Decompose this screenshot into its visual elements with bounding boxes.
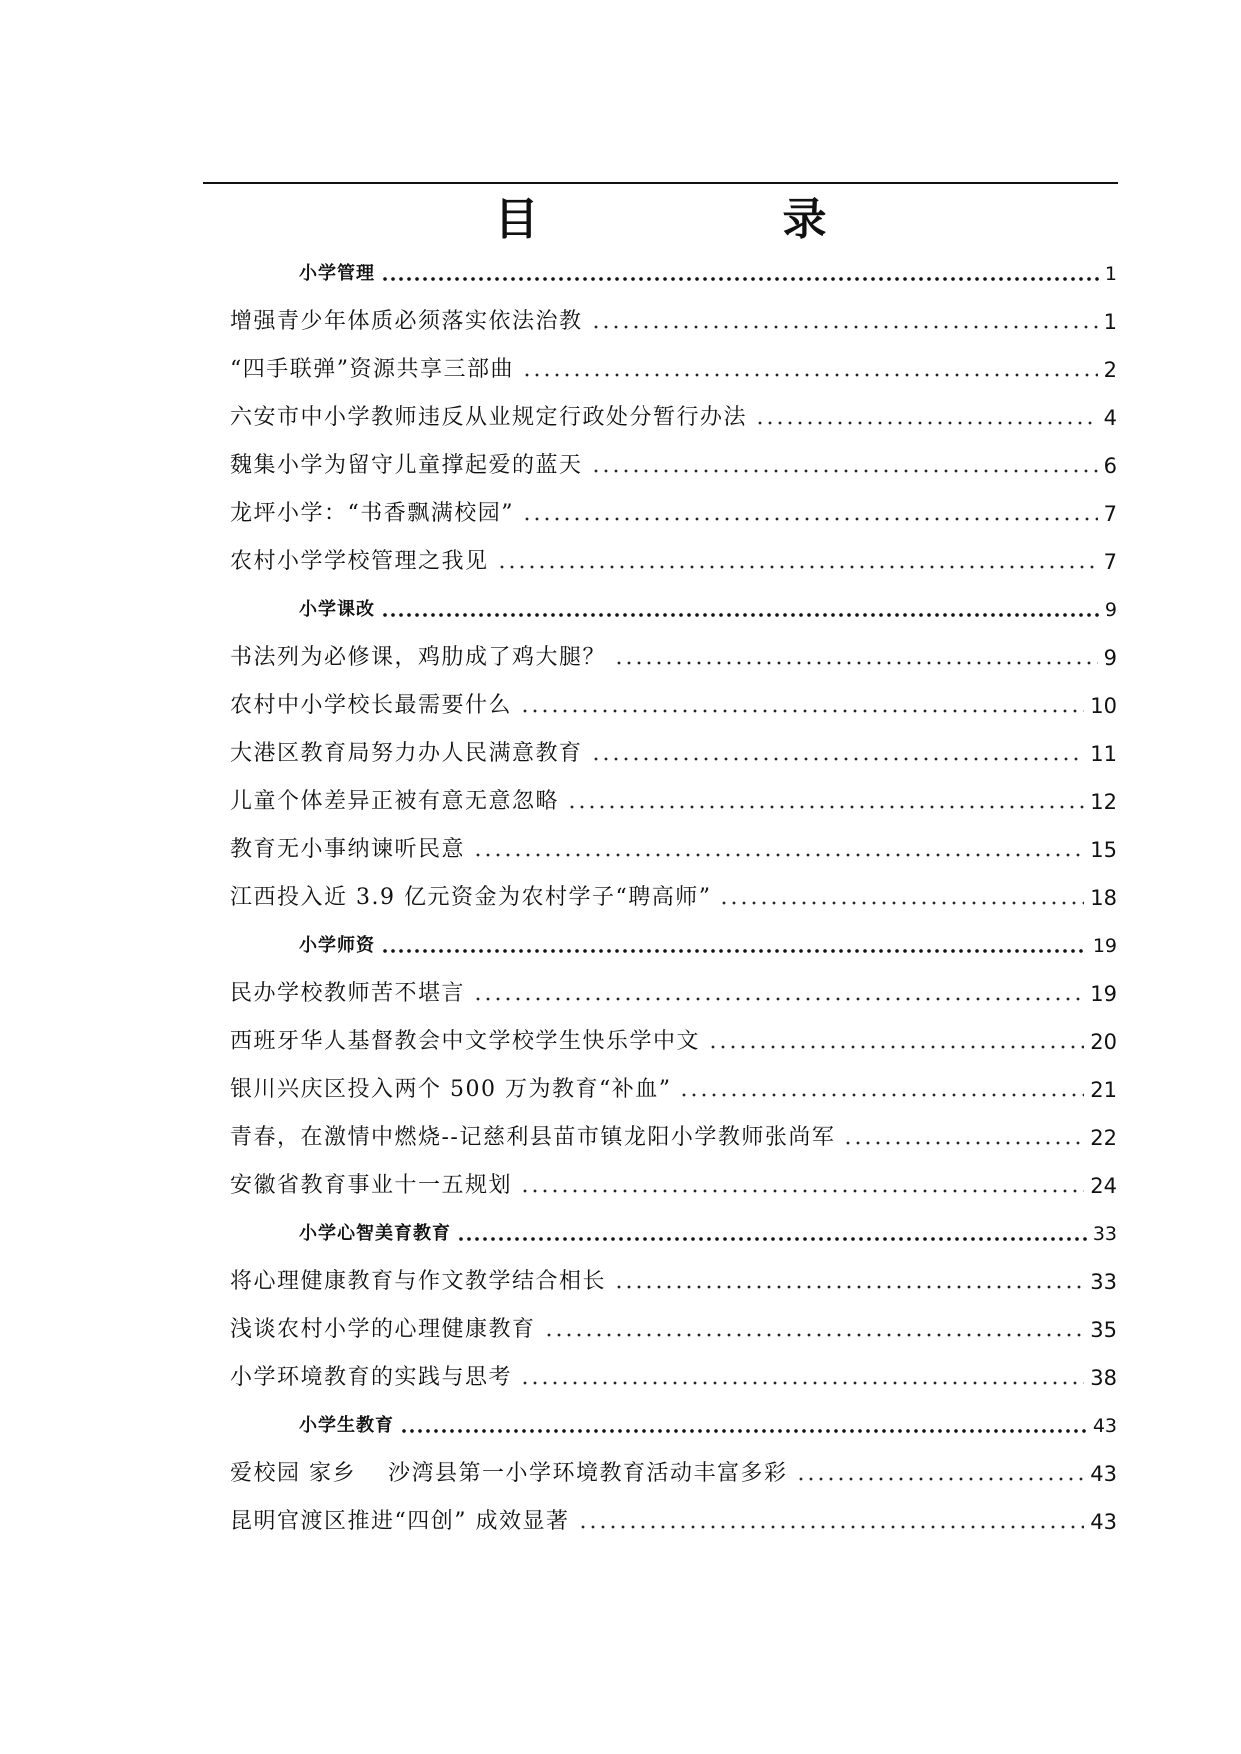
toc-entry[interactable]	[230, 1070, 1117, 1104]
toc-page-number: 7	[1103, 502, 1117, 526]
toc-page-number: 33	[1092, 1223, 1117, 1245]
toc-page-number: 19	[1092, 935, 1117, 957]
toc-entry-title: 民办学校教师苦不堪言	[230, 981, 466, 1006]
toc-entry[interactable]	[230, 782, 1117, 816]
toc-page-number: 21	[1090, 1078, 1117, 1102]
dot-leader	[796, 1477, 1085, 1481]
toc-entry-title: 增强青少年体质必须落实依法治教	[230, 309, 583, 334]
toc-entry[interactable]	[230, 878, 1117, 912]
toc-entry[interactable]	[230, 1166, 1117, 1200]
page-title: 目 录	[494, 194, 927, 245]
toc-entry-title: 小学环境教育的实践与思考	[230, 1365, 513, 1390]
toc-page-number: 9	[1103, 646, 1117, 670]
toc-entry-title: 农村小学学校管理之我见	[230, 549, 489, 574]
toc-entry[interactable]	[230, 974, 1117, 1008]
toc-entry-title: 浅谈农村小学的心理健康教育	[230, 1317, 536, 1342]
toc-page-number: 10	[1090, 694, 1117, 718]
toc-entry[interactable]	[230, 542, 1117, 576]
toc-page-number: 1	[1104, 263, 1117, 285]
toc-page-number: 19	[1090, 982, 1117, 1006]
dot-leader	[381, 613, 1099, 617]
toc-page-number: 1	[1103, 310, 1117, 334]
toc-entry[interactable]	[230, 398, 1117, 432]
dot-leader	[522, 373, 1098, 377]
toc-entry-title: “四手联弹”资源共享三部曲	[230, 357, 514, 382]
toc-section-curriculum-reform[interactable]	[299, 590, 1117, 624]
dot-leader	[679, 1093, 1084, 1097]
dot-leader	[708, 1045, 1084, 1049]
toc-entry-title: 大港区教育局努力办人民满意教育	[230, 741, 583, 766]
toc-entry-title: 小学师资	[299, 935, 375, 956]
toc-entry-title: 安徽省教育事业十一五规划	[230, 1173, 513, 1198]
toc-entry-title: 小学心智美育教育	[299, 1223, 451, 1244]
toc-page-number: 18	[1090, 886, 1117, 910]
toc-entry-title: 书法列为必修课，鸡肋成了鸡大腿？	[230, 645, 607, 670]
toc-entry-title: 农村中小学校长最需要什么	[230, 693, 513, 718]
toc-entry-title: 魏集小学为留守儿童撑起爱的蓝天	[230, 453, 583, 478]
dot-leader	[843, 1141, 1084, 1145]
toc-entry-title: 爱校园 家乡 沙湾县第一小学环境教育活动丰富多彩	[230, 1461, 788, 1486]
toc-entry-title: 青春，在激情中燃烧--记慈利县苗市镇龙阳小学教师张尚军	[230, 1125, 836, 1150]
toc-entry[interactable]	[230, 638, 1117, 672]
dot-leader	[614, 661, 1098, 665]
toc-section-management[interactable]	[299, 254, 1117, 288]
dot-leader	[473, 997, 1084, 1001]
toc-entry[interactable]	[230, 350, 1117, 384]
toc-entry[interactable]	[230, 446, 1117, 480]
dot-leader	[755, 421, 1098, 425]
toc-page-number: 4	[1103, 406, 1117, 430]
dot-leader	[578, 1525, 1085, 1529]
toc-entry[interactable]	[230, 1022, 1117, 1056]
toc-entry-title: 六安市中小学教师违反从业规定行政处分暂行办法	[230, 405, 748, 430]
toc-entry[interactable]	[230, 1502, 1117, 1536]
toc-entry-title: 小学生教育	[299, 1415, 394, 1436]
toc-entry[interactable]	[230, 1262, 1117, 1296]
toc-page-number: 11	[1090, 742, 1117, 766]
toc-page-number: 7	[1103, 550, 1117, 574]
dot-leader	[544, 1333, 1085, 1337]
toc-entry-title: 龙坪小学：“书香飘满校园”	[230, 501, 514, 526]
toc-entry-title: 教育无小事纳谏听民意	[230, 837, 466, 862]
dot-leader	[591, 469, 1098, 473]
dot-leader	[522, 517, 1098, 521]
toc-page-number: 6	[1103, 454, 1117, 478]
toc-entry[interactable]	[230, 686, 1117, 720]
dot-leader	[400, 1429, 1087, 1433]
toc-entry-title: 西班牙华人基督教会中文学校学生快乐学中文	[230, 1029, 701, 1054]
dot-leader	[520, 1381, 1084, 1385]
toc-page-number: 43	[1090, 1462, 1117, 1486]
toc-entry-title: 儿童个体差异正被有意无意忽略	[230, 789, 560, 814]
toc-entry[interactable]	[230, 830, 1117, 864]
toc-entry-title: 小学课改	[299, 599, 375, 620]
dot-leader	[591, 325, 1098, 329]
dot-leader	[719, 901, 1084, 905]
toc-entry[interactable]	[230, 1310, 1117, 1344]
toc-entry-title: 昆明官渡区推进“四创” 成效显著	[230, 1509, 570, 1534]
toc-entry-title: 将心理健康教育与作文教学结合相长	[230, 1269, 607, 1294]
dot-leader	[591, 757, 1085, 761]
toc-entry-title: 银川兴庆区投入两个 500 万为教育“补血”	[230, 1077, 672, 1102]
toc-section-teachers[interactable]	[299, 926, 1117, 960]
toc-page-number: 38	[1090, 1366, 1117, 1390]
toc-page-number: 35	[1090, 1318, 1117, 1342]
toc-entry[interactable]	[230, 734, 1117, 768]
toc-entry[interactable]	[230, 302, 1117, 336]
dot-leader	[520, 709, 1084, 713]
toc-page-number: 22	[1090, 1126, 1117, 1150]
toc-entry[interactable]	[230, 494, 1117, 528]
toc-entry[interactable]	[230, 1118, 1117, 1152]
toc-section-mind-aesthetics[interactable]	[299, 1214, 1117, 1248]
toc-page-number: 43	[1090, 1510, 1117, 1534]
toc-page-number: 20	[1090, 1030, 1117, 1054]
toc-section-student-education[interactable]	[299, 1406, 1117, 1440]
toc-page-number: 2	[1103, 358, 1117, 382]
dot-leader	[381, 277, 1099, 281]
toc-page-number: 43	[1092, 1415, 1117, 1437]
toc-page-number: 33	[1090, 1270, 1117, 1294]
dot-leader	[497, 565, 1098, 569]
dot-leader	[520, 1189, 1084, 1193]
toc-page-number: 15	[1090, 838, 1117, 862]
toc-entry[interactable]	[230, 1454, 1117, 1488]
toc-entry-title: 小学管理	[299, 263, 375, 284]
toc-page-number: 12	[1090, 790, 1117, 814]
dot-leader	[381, 949, 1087, 953]
toc-page-number: 24	[1090, 1174, 1117, 1198]
dot-leader	[567, 805, 1084, 809]
dot-leader	[457, 1237, 1087, 1241]
toc-entry[interactable]	[230, 1358, 1117, 1392]
dot-leader	[473, 853, 1084, 857]
dot-leader	[614, 1285, 1084, 1289]
toc-page-number: 9	[1104, 599, 1117, 621]
toc-entry-title: 江西投入近 3.9 亿元资金为农村学子“聘高师”	[230, 885, 712, 910]
